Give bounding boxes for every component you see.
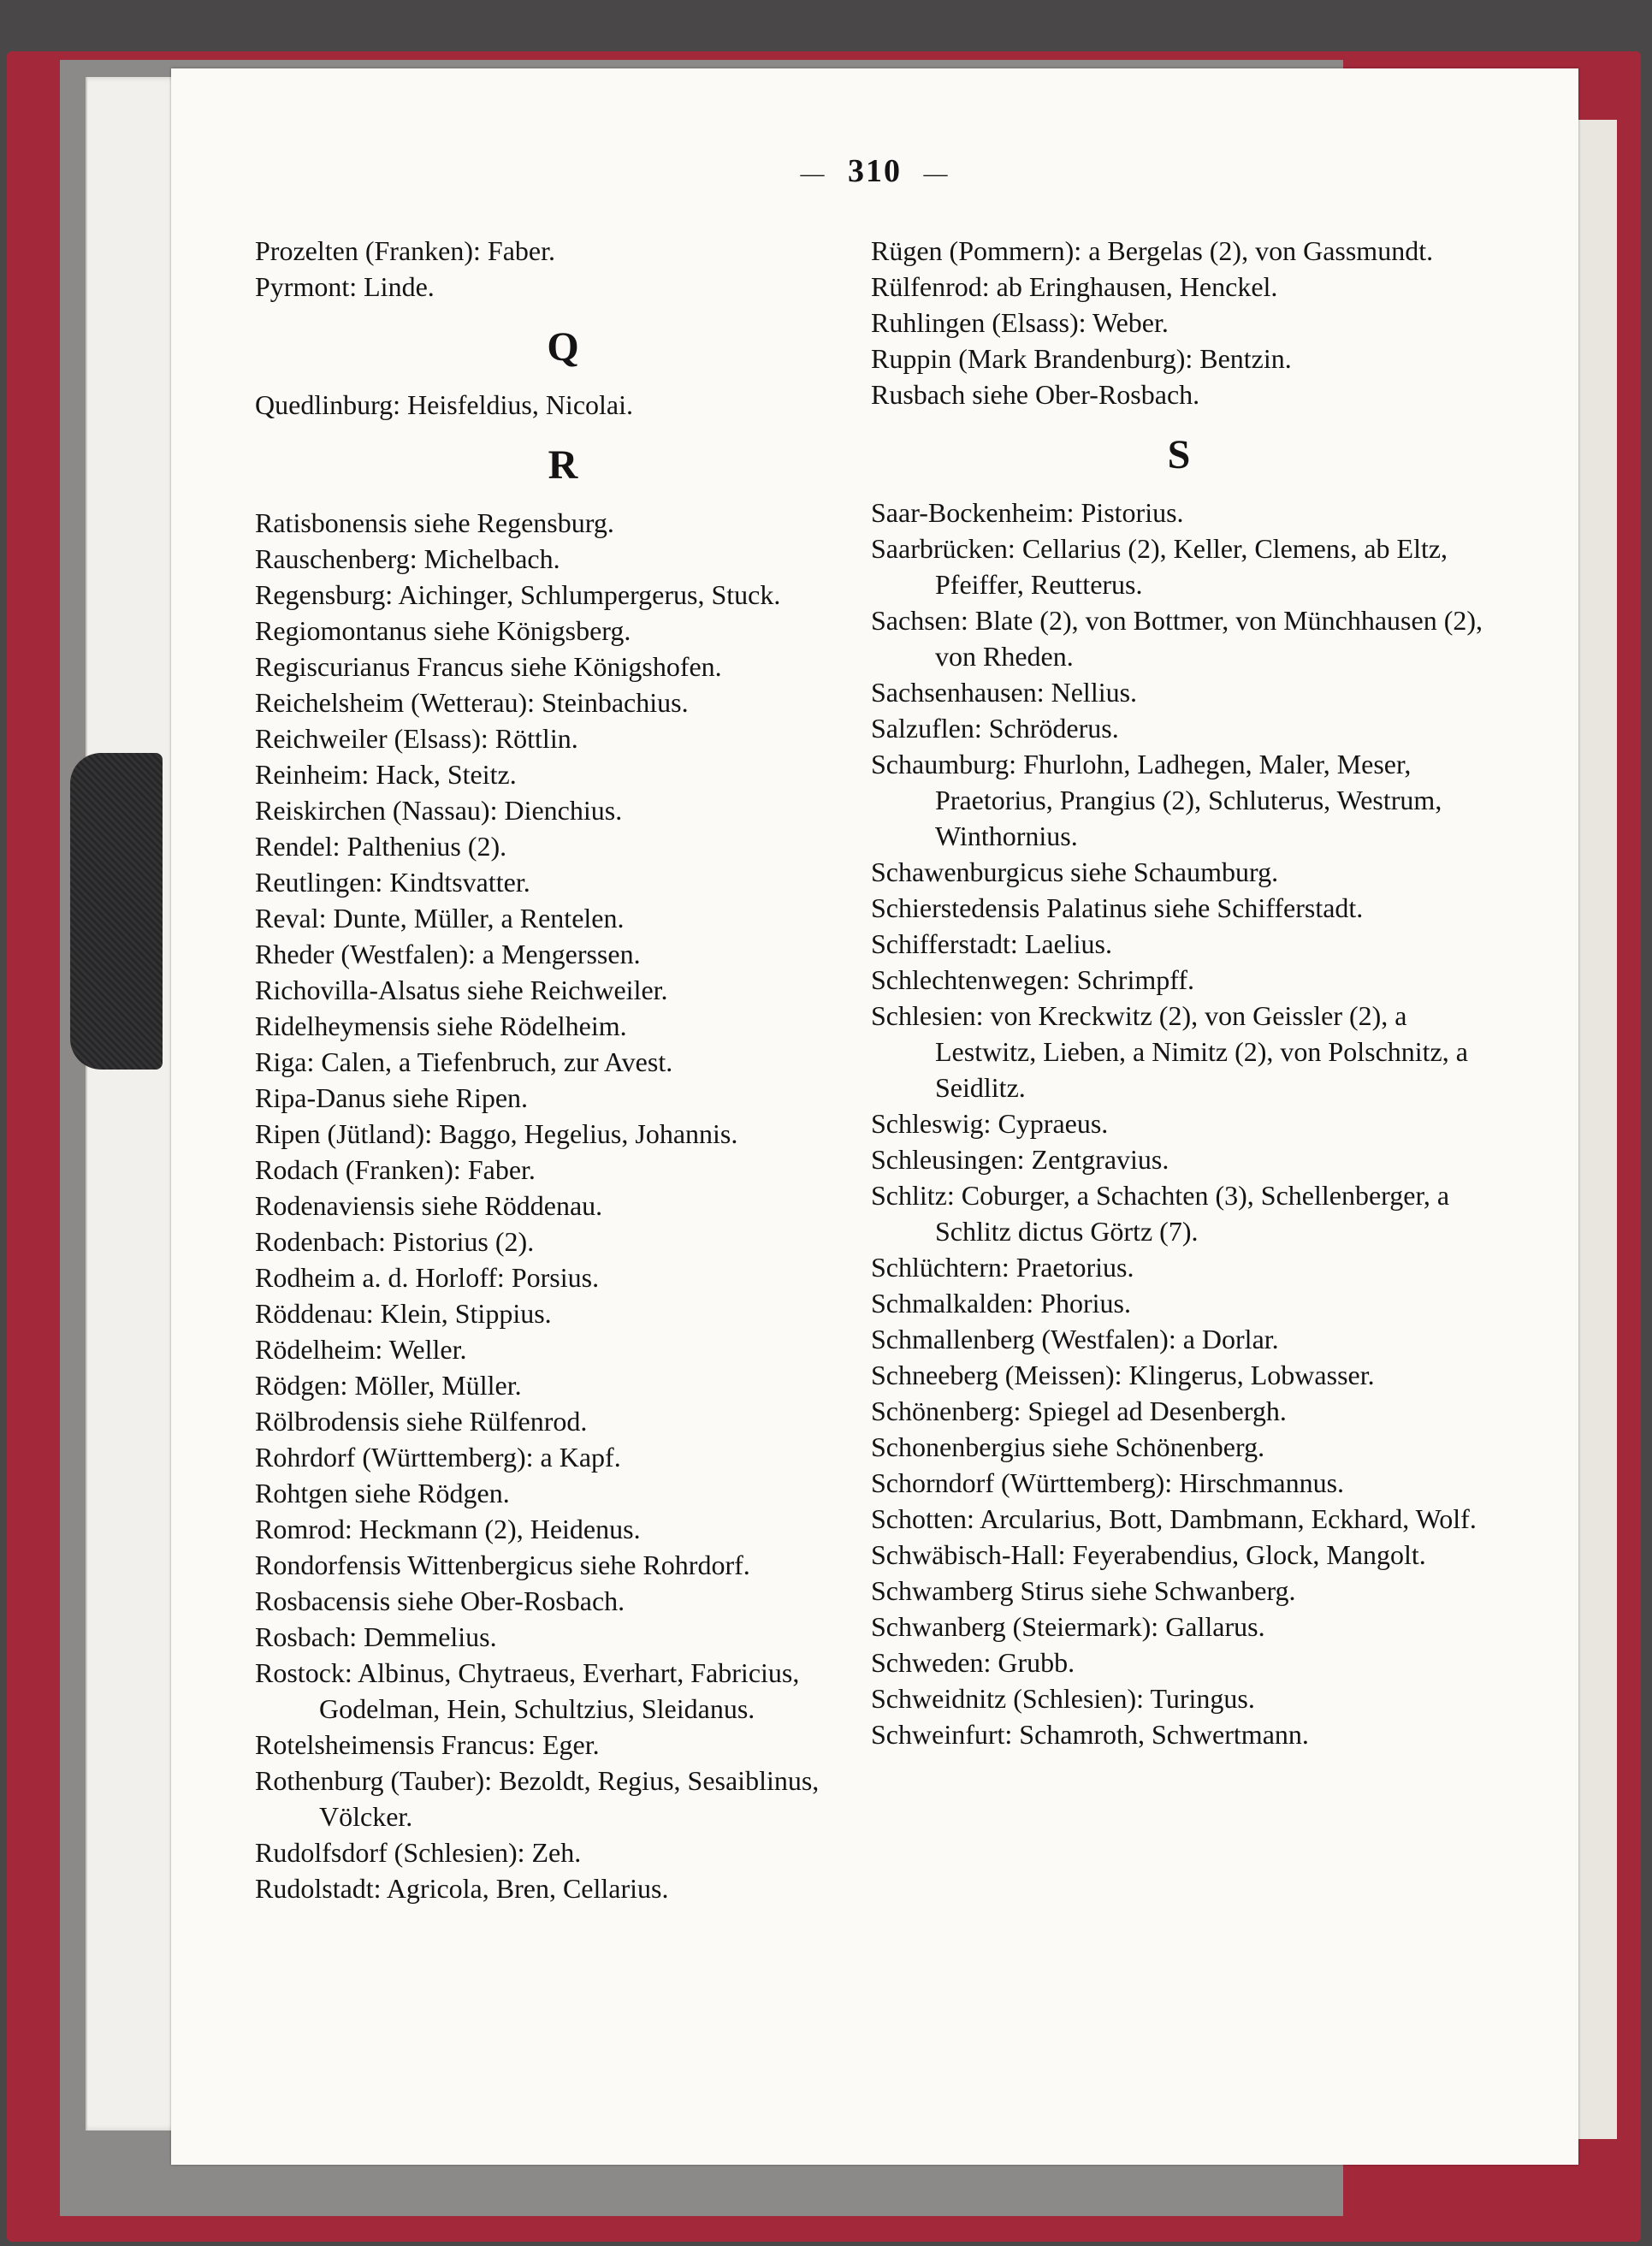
index-entry: Richovilla-Alsatus siehe Reichweiler. [255, 975, 668, 1005]
index-entry: Saar-Bockenheim: Pistorius. [871, 497, 1184, 528]
index-entry: Reinheim: Hack, Steitz. [255, 759, 517, 790]
index-entry: Schwäbisch-Hall: Feyerabendius, Glock, Mangolt. [871, 1539, 1426, 1570]
index-entry: Schmalkalden: Phorius. [871, 1288, 1131, 1319]
index-entry: Rodenaviensis siehe Röddenau. [255, 1190, 603, 1221]
index-entry: Rölbrodensis siehe Rülfenrod. [255, 1406, 588, 1437]
page-number-dash-left: — [800, 161, 826, 187]
page-edges-right [1574, 120, 1617, 2139]
index-entry: Schwamberg Stirus siehe Schwanberg. [871, 1575, 1296, 1606]
index-entry: Schleusingen: Zentgravius. [871, 1144, 1169, 1175]
index-entry: Rudolstadt: Agricola, Bren, Cellarius. [255, 1873, 669, 1904]
index-entry: Rödgen: Möller, Müller. [255, 1370, 522, 1401]
index-entry: Rothenburg (Tauber): Bezoldt, Regius, Sesaiblinus, Völcker. [255, 1765, 820, 1832]
section-letter: Q [547, 324, 579, 370]
index-entry: Schlitz: Coburger, a Schachten (3), Schellenberger, a Schlitz dictus Görtz (7). [871, 1180, 1450, 1247]
index-entry: Ripen (Jütland): Baggo, Hegelius, Johannis. [255, 1118, 738, 1149]
index-entry: Regiomontanus siehe Königsberg. [255, 615, 631, 646]
index-entry: Romrod: Heckmann (2), Heidenus. [255, 1514, 641, 1544]
index-entry: Rostock: Albinus, Chytraeus, Everhart, Fabricius, Godelman, Hein, Schultzius, Sleidanus. [255, 1657, 800, 1724]
index-column-left [255, 233, 871, 1906]
index-entry: Rudolfsdorf (Schlesien): Zeh. [255, 1837, 582, 1868]
index-entry: Rosbacensis siehe Ober-Rosbach. [255, 1585, 625, 1616]
index-entry: Schorndorf (Württemberg): Hirschmannus. [871, 1467, 1345, 1498]
bookmark-ribbon [70, 753, 163, 1070]
page-number-text: 310 [848, 153, 902, 189]
index-entry: Ridelheymensis siehe Rödelheim. [255, 1010, 627, 1041]
index-entry: Ratisbonensis siehe Regensburg. [255, 507, 614, 538]
index-entry: Reutlingen: Kindtsvatter. [255, 867, 530, 898]
section-letter: S [1167, 432, 1191, 477]
index-entry: Schlüchtern: Praetorius. [871, 1252, 1134, 1283]
index-entry: Sachsenhausen: Nellius. [871, 677, 1138, 708]
index-entry: Rödelheim: Weller. [255, 1334, 467, 1365]
index-entry: Schleswig: Cypraeus. [871, 1108, 1109, 1139]
index-entry: Schifferstadt: Laelius. [871, 928, 1112, 959]
index-entry: Salzuflen: Schröderus. [871, 713, 1119, 744]
index-entry: Schlesien: von Kreckwitz (2), von Geissler (2), a Lestwitz, Lieben, a Nimitz (2), von Polschnitz, a Seidlitz. [871, 1000, 1468, 1103]
index-entry: Ruppin (Mark Brandenburg): Bentzin. [871, 343, 1292, 374]
index-entry: Quedlinburg: Heisfeldius, Nicolai. [255, 389, 633, 420]
index-entry: Rheder (Westfalen): a Mengerssen. [255, 939, 641, 969]
index-entry: Schönenberg: Spiegel ad Desenbergh. [871, 1396, 1287, 1426]
index-entry: Schawenburgicus siehe Schaumburg. [871, 856, 1279, 887]
index-entry: Schmallenberg (Westfalen): a Dorlar. [871, 1324, 1279, 1354]
page-number-dash-right: — [923, 161, 950, 187]
index-entry: Pyrmont: Linde. [255, 271, 435, 302]
index-entry: Rodenbach: Pistorius (2). [255, 1226, 535, 1257]
index-entry: Reiskirchen (Nassau): Dienchius. [255, 795, 623, 826]
index-entry: Rohtgen siehe Rödgen. [255, 1478, 510, 1508]
index-entry: Röddenau: Klein, Stippius. [255, 1298, 552, 1329]
index-entry: Ruhlingen (Elsass): Weber. [871, 307, 1169, 338]
index-entry: Rotelsheimensis Francus: Eger. [255, 1729, 600, 1760]
index-entry: Schneeberg (Meissen): Klingerus, Lobwasser. [871, 1360, 1375, 1390]
index-entry: Reichweiler (Elsass): Röttlin. [255, 723, 578, 754]
index-entry: Prozelten (Franken): Faber. [255, 235, 555, 266]
index-entry: Regiscurianus Francus siehe Königshofen. [255, 651, 722, 682]
index-entry: Reval: Dunte, Müller, a Rentelen. [255, 903, 625, 933]
index-entry: Rodheim a. d. Horloff: Porsius. [255, 1262, 600, 1293]
index-entry: Rauschenberg: Michelbach. [255, 543, 560, 574]
index-entry: Schwanberg (Steiermark): Gallarus. [871, 1611, 1265, 1642]
index-entry: Schaumburg: Fhurlohn, Ladhegen, Maler, Meser, Praetorius, Prangius (2), Schluterus, Westrum, Winthornius. [871, 749, 1442, 851]
section-letter: R [548, 442, 578, 488]
index-entry: Ripa-Danus siehe Ripen. [255, 1082, 529, 1113]
index-column-right [871, 233, 1487, 1752]
book-page [171, 68, 1578, 2165]
index-entry: Rohrdorf (Württemberg): a Kapf. [255, 1442, 621, 1473]
index-entry: Sachsen: Blate (2), von Bottmer, von Münchhausen (2), von Rheden. [871, 605, 1483, 672]
index-entry: Schweden: Grubb. [871, 1647, 1075, 1678]
index-entry: Rendel: Palthenius (2). [255, 831, 507, 862]
index-entry: Rosbach: Demmelius. [255, 1621, 497, 1652]
index-entry: Schweinfurt: Schamroth, Schwertmann. [871, 1719, 1309, 1750]
index-entry: Schlechtenwegen: Schrimpff. [871, 964, 1194, 995]
index-entry: Schierstedensis Palatinus siehe Schifferstadt. [871, 892, 1364, 923]
index-entry: Rusbach siehe Ober-Rosbach. [871, 379, 1200, 410]
index-entry: Rondorfensis Wittenbergicus siehe Rohrdorf. [255, 1550, 750, 1580]
index-entry: Schonenbergius siehe Schönenberg. [871, 1431, 1265, 1462]
index-entry: Schotten: Arcularius, Bott, Dambmann, Eckhard, Wolf. [871, 1503, 1477, 1534]
index-entry: Saarbrücken: Cellarius (2), Keller, Clemens, ab Eltz, Pfeiffer, Reutterus. [871, 533, 1448, 600]
index-entry: Rügen (Pommern): a Bergelas (2), von Gassmundt. [871, 235, 1434, 266]
index-entry: Rodach (Franken): Faber. [255, 1154, 536, 1185]
index-entry: Rülfenrod: ab Eringhausen, Henckel. [871, 271, 1278, 302]
page-number [171, 152, 1578, 190]
index-entry: Reichelsheim (Wetterau): Steinbachius. [255, 687, 689, 718]
index-entry: Riga: Calen, a Tiefenbruch, zur Avest. [255, 1046, 673, 1077]
index-entry: Schweidnitz (Schlesien): Turingus. [871, 1683, 1255, 1714]
index-entry: Regensburg: Aichinger, Schlumpergerus, Stuck. [255, 579, 781, 610]
